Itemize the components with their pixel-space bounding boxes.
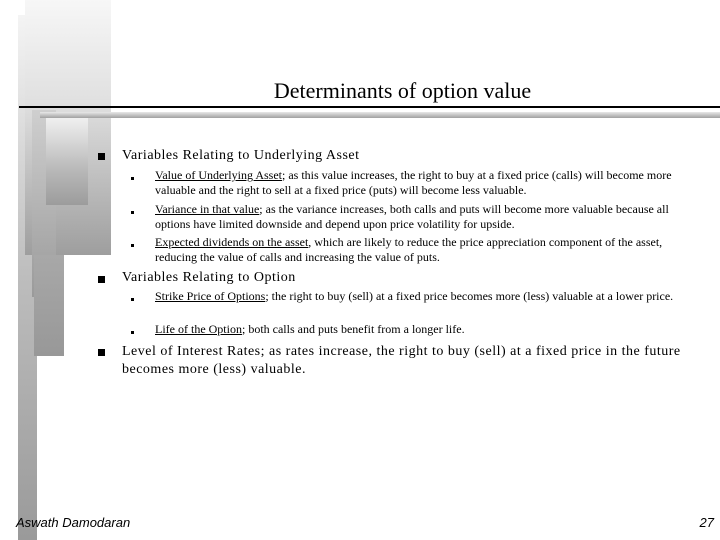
- section-heading: Level of Interest Rates; as rates increase, the right to buy (sell) at a fixed price in the future becomes more (less) valuable.: [122, 344, 681, 377]
- sub-bullet-icon: [131, 298, 134, 301]
- list-item: [155, 202, 695, 232]
- section-heading: Variables Relating to Underlying Asset: [122, 148, 360, 163]
- sub-bullet-icon: [131, 331, 134, 334]
- decorative-bar: [46, 118, 88, 205]
- item-term: Expected dividends on the asset: [155, 235, 309, 249]
- bullet-icon: [98, 349, 105, 356]
- slide-title: Determinants of option value: [273, 78, 532, 103]
- item-term: Variance in that value: [155, 202, 260, 216]
- decorative-bar: [34, 255, 64, 356]
- footer-author: Aswath Damodaran: [16, 515, 131, 530]
- list-item: [155, 168, 695, 198]
- bullet-icon: [98, 276, 105, 283]
- sub-bullet-icon: [131, 211, 134, 214]
- page-number: 27: [699, 515, 714, 530]
- item-text: ; both calls and puts benefit from a longer life.: [241, 322, 465, 336]
- list-item: [155, 289, 695, 304]
- sub-bullet-icon: [131, 244, 134, 247]
- item-term: Strike Price of Options: [155, 289, 266, 303]
- list-item: [155, 322, 695, 337]
- bullet-icon: [98, 153, 105, 160]
- title-divider: [19, 106, 720, 108]
- section-heading: Variables Relating to Option: [122, 270, 296, 285]
- item-text: ; as this value increases, the right to buy at a fixed price (calls) will become more valuable and the right to sell at a fixed price (puts) will become less valuable.: [155, 168, 672, 197]
- item-term: Value of Underlying Asset: [155, 168, 282, 182]
- item-term: Life of the Option: [155, 322, 242, 336]
- item-text: , which are likely to reduce the price appreciation component of the asset, reducing the value of calls and increasing the value of puts.: [155, 235, 663, 264]
- title-shadow-bar: [40, 112, 720, 118]
- item-text: ; the right to buy (sell) at a fixed price becomes more (less) valuable at a lower price.: [265, 289, 674, 303]
- list-item: [155, 235, 695, 265]
- sub-bullet-icon: [131, 177, 134, 180]
- item-text: ; as the variance increases, both calls and puts will become more valuable because all options have limited downside and depend upon price volatility for upside.: [155, 202, 669, 231]
